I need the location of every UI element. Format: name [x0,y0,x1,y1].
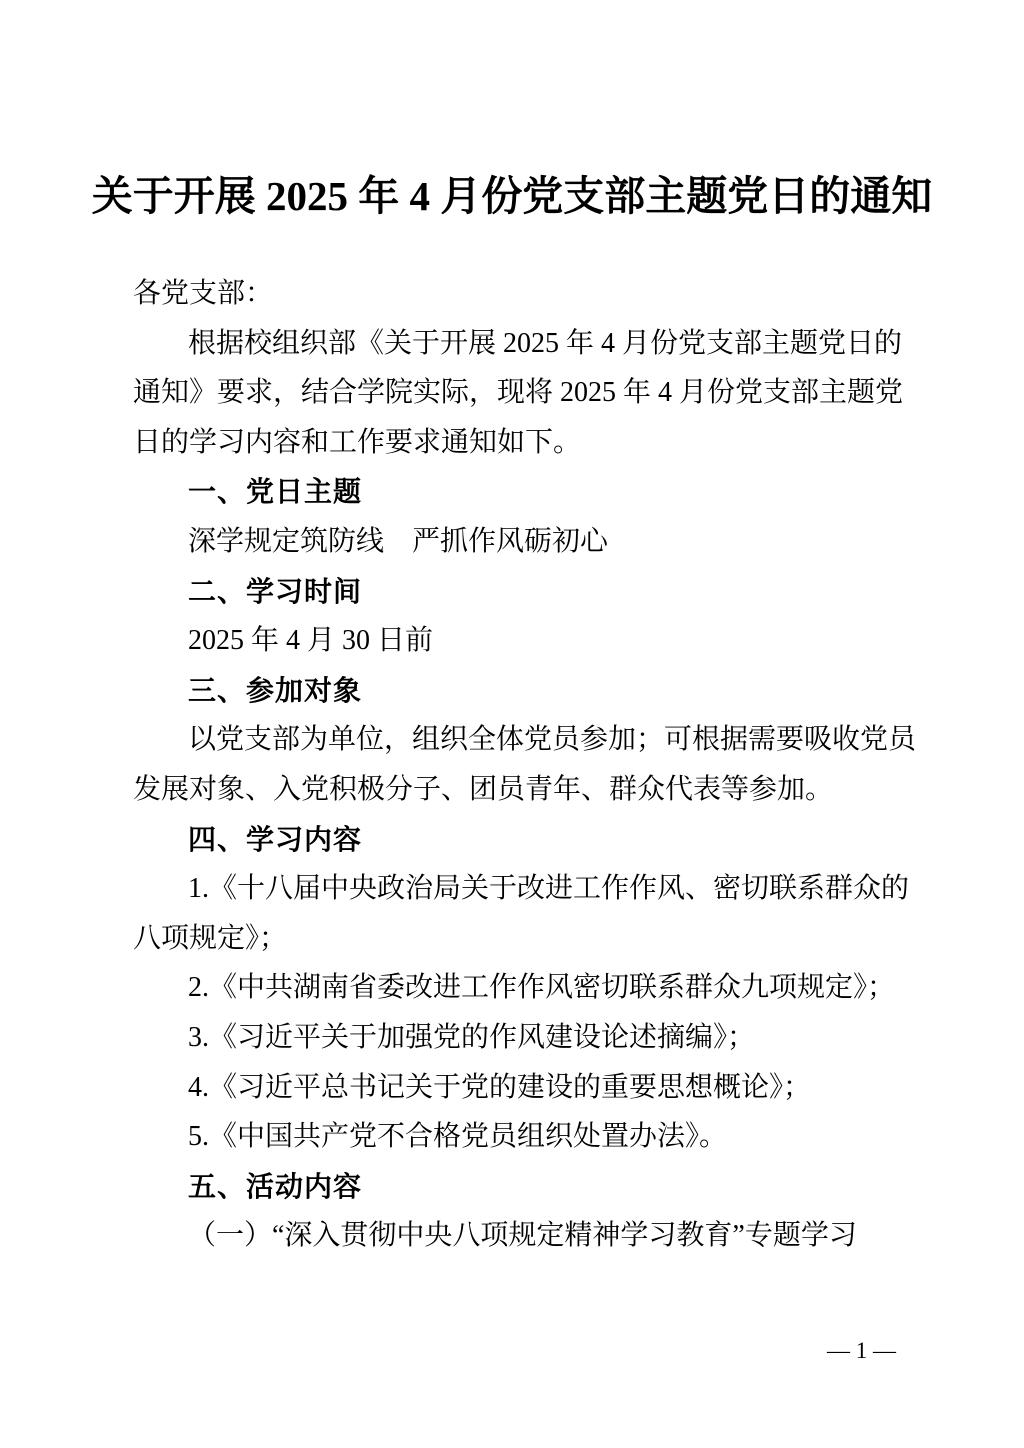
section-heading-4: 四、学习内容 [188,823,363,855]
section-heading-3: 三、参加对象 [188,674,363,706]
page-number: — 1 — [827,1338,896,1363]
document-title: 关于开展 2025 年 4 月份党支部主题党日的通知 [91,173,933,219]
study-item-4-line: 4.《习近平总书记关于党的建设的重要思想概论》； [188,1071,812,1103]
study-item-3-line: 3.《习近平关于加强党的作风建设论述摘编》； [188,1021,756,1053]
section-heading-1: 一、党日主题 [188,476,363,508]
study-item-1-line: 1.《十八届中央政治局关于改进工作作风、密切联系群众的 [188,873,910,905]
activity-item-line: （一）“深入贯彻中央八项规定精神学习教育”专题学习 [188,1220,857,1252]
theme-line: 深学规定筑防线 严抓作风砺初心 [188,525,609,557]
study-item-1-line: 八项规定》； [133,922,288,954]
section-heading-2: 二、学习时间 [188,575,363,607]
intro-paragraph-line: 根据校组织部《关于开展 2025 年 4 月份党支部主题党日的 [188,327,903,359]
participants-line: 发展对象、入党积极分子、团员青年、群众代表等参加。 [133,773,834,805]
document-body [133,269,917,1261]
participants-line: 以党支部为单位，组织全体党员参加；可根据需要吸收党员 [188,724,917,756]
study-item-5-line: 5.《中国共产党不合格党员组织处置办法》。 [188,1121,728,1153]
salutation-line: 各党支部： [133,278,274,309]
section-heading-5: 五、活动内容 [188,1170,363,1202]
study-item-2-line: 2.《中共湖南省委改进工作作风密切联系群众九项规定》； [188,972,896,1004]
intro-paragraph-line: 日的学习内容和工作要求通知如下。 [133,426,582,458]
study-time-line: 2025 年 4 月 30 日前 [188,625,434,657]
intro-paragraph-line: 通知》要求，结合学院实际，现将 2025 年 4 月份党支部主题党 [133,377,904,409]
